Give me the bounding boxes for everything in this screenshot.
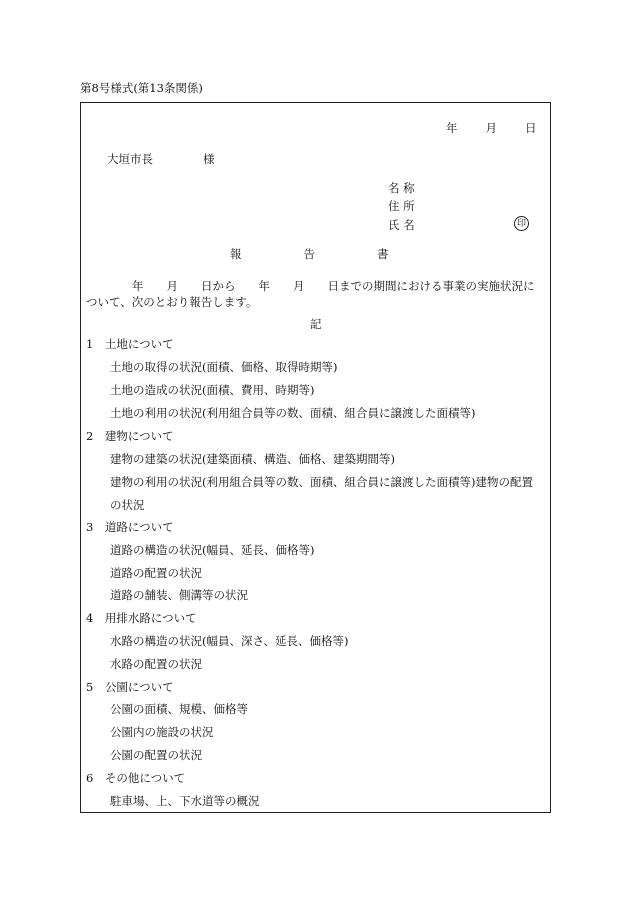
section-item: 水路の配置の状況 bbox=[110, 657, 202, 671]
seal-mark: 印 bbox=[514, 216, 529, 231]
section-item: 公園内の施設の状況 bbox=[110, 725, 214, 739]
section-title: 1 土地について bbox=[86, 337, 174, 351]
section-item: 建物の建築の状況(建築面積、構造、価格、建築期間等) bbox=[110, 452, 395, 466]
section-item: 公園の面積、規模、価格等 bbox=[110, 702, 248, 716]
date-year: 年 bbox=[446, 121, 458, 135]
section-item: 土地の利用の状況(利用組合員等の数、面積、組合員に譲渡した面積等) bbox=[110, 406, 476, 420]
document-heading bbox=[230, 247, 390, 261]
section-item: 道路の構造の状況(幅員、延長、価格等) bbox=[110, 543, 315, 557]
section-item: の状況 bbox=[110, 498, 145, 512]
section-title: 2 建物について bbox=[86, 429, 174, 443]
section-title: 3 道路について bbox=[86, 520, 174, 534]
form-title: 第8号様式(第13条関係) bbox=[80, 81, 203, 95]
heading-char-1: 報 bbox=[230, 247, 242, 261]
section-item: 公園の配置の状況 bbox=[110, 748, 202, 762]
address-label: 住 所 bbox=[388, 199, 415, 213]
section-title: 6 その他について bbox=[86, 771, 186, 785]
date-month: 月 bbox=[485, 121, 497, 135]
section-item: 土地の取得の状況(面積、価格、取得時期等) bbox=[110, 360, 338, 374]
addressee bbox=[107, 152, 215, 166]
section-item: 建物の利用の状況(利用組合員等の数、面積、組合員に譲渡した面積等)建物の配置 bbox=[110, 475, 533, 489]
section-title: 4 用排水路について bbox=[86, 611, 197, 625]
body-line-2: ついて、次のとおり報告します。 bbox=[86, 295, 258, 309]
name-label: 名 称 bbox=[388, 181, 415, 195]
section-item: 道路の配置の状況 bbox=[110, 566, 202, 580]
addressee-honorific: 様 bbox=[203, 152, 215, 166]
ki-marker: 記 bbox=[310, 317, 322, 331]
date-day: 日 bbox=[525, 121, 537, 135]
section-item: 駐車場、上、下水道等の概況 bbox=[110, 794, 260, 808]
section-item: 土地の造成の状況(面積、費用、時期等) bbox=[110, 383, 315, 397]
section-item: 水路の構造の状況(幅員、深さ、延長、価格等) bbox=[110, 634, 349, 648]
heading-char-3: 書 bbox=[377, 247, 389, 261]
body-line-1: 年 月 日から 年 月 日までの期間における事業の実施状況に bbox=[132, 279, 535, 293]
section-title: 5 公園について bbox=[86, 680, 174, 694]
person-label: 氏 名 bbox=[388, 218, 415, 232]
date-line bbox=[446, 121, 537, 135]
section-item: 道路の舗装、側溝等の状況 bbox=[110, 588, 248, 602]
addressee-name: 大垣市長 bbox=[107, 152, 153, 166]
heading-char-2: 告 bbox=[303, 247, 315, 261]
